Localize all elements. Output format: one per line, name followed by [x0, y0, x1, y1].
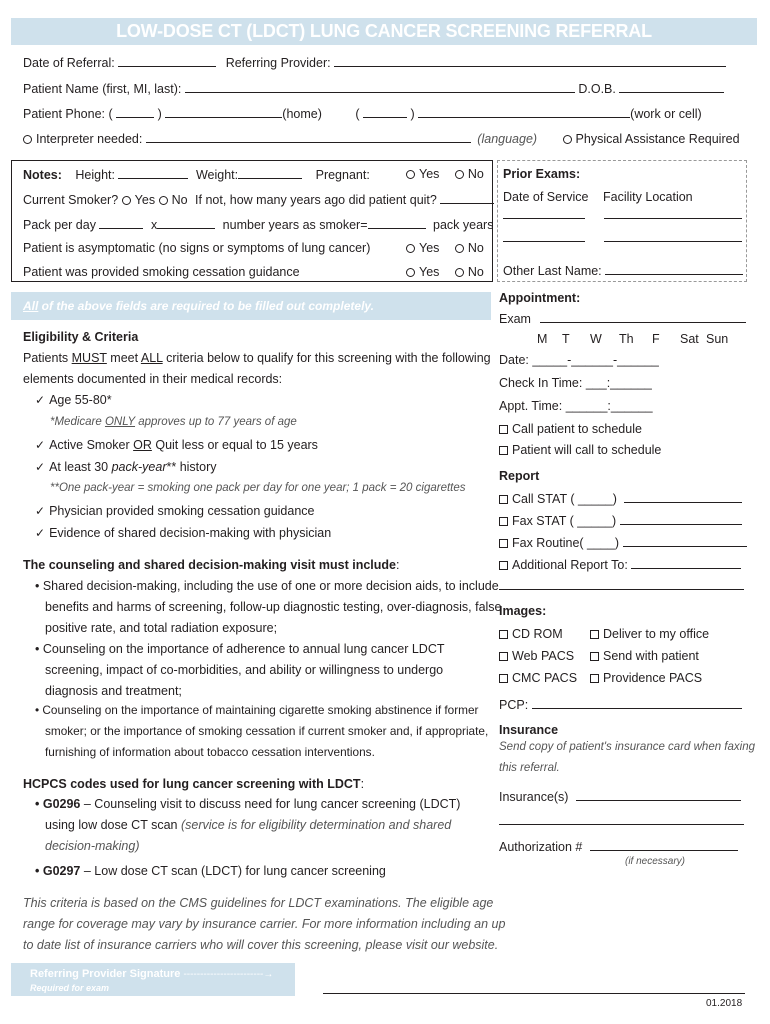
cmc-pacs-option[interactable]: CMC PACS	[499, 671, 577, 685]
counseling-bullet-2-line-1: • Counseling on the importance of adherence to annual lung cancer LDCT	[35, 642, 445, 656]
hcpcs-title: HCPCS codes used for lung cancer screening with LDCT:	[23, 777, 365, 791]
day-tuesday[interactable]: T	[562, 332, 570, 346]
years-quit-field[interactable]	[440, 192, 494, 204]
eligibility-intro: Patients MUST meet ALL criteria below to qualify for this screening with the following	[23, 351, 491, 365]
patient-phone-row: Patient Phone: ( ) (home) ( ) (work or cell)	[23, 107, 702, 121]
eligibility-title: Eligibility & Criteria	[23, 330, 139, 344]
pregnant-no-radio[interactable]	[455, 170, 464, 179]
pregnant-label: Pregnant:	[315, 168, 370, 182]
smoker-no-label: No	[171, 193, 188, 207]
insurance-field[interactable]	[576, 789, 741, 801]
height-label: Height:	[75, 168, 115, 182]
cessation-label: Patient was provided smoking cessation guidance	[23, 265, 300, 279]
exam-row	[499, 311, 746, 326]
times-label: x	[150, 218, 158, 232]
pcp-field[interactable]	[532, 697, 742, 709]
insurance-label: Insurance(s)	[499, 790, 569, 804]
signature-label: Referring Provider Signature	[30, 968, 181, 980]
smoker-no-radio[interactable]	[159, 196, 168, 205]
g0296-line-1: • G0296 – Counseling visit to discuss need for lung cancer screening (LDCT)	[35, 797, 461, 811]
exam-label: Exam	[499, 312, 531, 326]
insurance-note-line-2: this referral.	[499, 762, 560, 774]
providence-pacs-checkbox[interactable]	[590, 674, 599, 683]
footer-note-line-2: range for coverage may vary by insurance carrier. For more information including an up	[23, 917, 506, 931]
additional-report-field-2[interactable]	[499, 578, 744, 590]
fax-stat-option[interactable]: Fax STAT ( _____)	[499, 513, 742, 528]
cessation-yes-radio[interactable]	[406, 268, 415, 277]
criteria-guidance: ✓ Physician provided smoking cessation guidance	[35, 504, 315, 518]
counseling-bullet-3-line-1: • Counseling on the importance of maintaining cigarette smoking abstinence if former	[35, 703, 479, 717]
notes-label: Notes:	[23, 168, 62, 182]
asymptomatic-yes-radio[interactable]	[406, 244, 415, 253]
check-in-time-field[interactable]: Check In Time: ___:______	[499, 376, 652, 390]
date-of-referral-label: Date of Referral:	[23, 56, 115, 70]
dob-field[interactable]	[619, 81, 724, 93]
work-phone-field[interactable]	[418, 106, 630, 118]
authorization-label: Authorization #	[499, 840, 583, 854]
pregnant-no-label: No	[467, 167, 484, 181]
cessation-options	[406, 265, 484, 279]
pack-years-row	[23, 217, 493, 232]
fax-stat-checkbox[interactable]	[499, 517, 508, 526]
date-of-service-field-1[interactable]	[503, 207, 585, 219]
insurance-title: Insurance	[499, 723, 559, 737]
facility-location-field-2[interactable]	[604, 230, 742, 242]
additional-report-field[interactable]	[631, 557, 741, 569]
pack-year-note: **One pack-year = smoking one pack per day for one year; 1 pack = 20 cigarettes	[50, 482, 466, 494]
signature-banner	[11, 963, 295, 996]
cessation-no-radio[interactable]	[455, 268, 464, 277]
check-icon: ✓	[35, 504, 46, 518]
smoker-row	[23, 192, 494, 207]
smoker-yes-radio[interactable]	[122, 196, 131, 205]
counseling-bullet-1-line-1: • Shared decision-making, including the use of one or more decision aids, to include	[35, 579, 499, 593]
day-friday[interactable]: F	[652, 332, 660, 346]
language-label: (language)	[477, 132, 538, 146]
interpreter-radio[interactable]	[23, 135, 32, 144]
pack-per-day-label: Pack per day	[23, 218, 96, 232]
work-label: (work or cell)	[630, 107, 702, 121]
work-area-code-field[interactable]	[363, 106, 407, 118]
must-text: MUST	[71, 351, 107, 365]
form-title: LOW-DOSE CT (LDCT) LUNG CANCER SCREENING REFERRAL	[11, 18, 757, 45]
all-text: ALL	[140, 351, 163, 365]
form-version: 01.2018	[706, 998, 743, 1009]
date-of-referral-field[interactable]	[118, 55, 216, 67]
other-last-name-row	[503, 263, 743, 278]
other-last-name-label: Other Last Name:	[503, 264, 602, 278]
asymptomatic-no-label: No	[467, 241, 484, 255]
deliver-office-checkbox[interactable]	[590, 630, 599, 639]
counseling-bullet-1-line-3: positive rate, and total radiation exposure;	[45, 621, 278, 635]
referring-provider-label: Referring Provider:	[225, 56, 331, 70]
referring-provider-field[interactable]	[334, 55, 726, 67]
patient-name-row	[23, 81, 724, 96]
home-area-code-field[interactable]	[116, 106, 154, 118]
appointment-time-field[interactable]: Appt. Time: ______:______	[499, 399, 653, 413]
required-all-text: All	[23, 299, 39, 313]
fax-routine-checkbox[interactable]	[499, 539, 508, 548]
signature-required-note: Required for exam	[30, 983, 110, 993]
weight-field[interactable]	[238, 167, 302, 179]
asymptomatic-label: Patient is asymptomatic (no signs or symptoms of lung cancer)	[23, 241, 371, 255]
authorization-field[interactable]	[590, 839, 738, 851]
prior-exams-title: Prior Exams:	[503, 167, 581, 181]
day-thursday[interactable]: Th	[619, 332, 634, 346]
facility-location-field-1[interactable]	[604, 207, 742, 219]
home-phone-field[interactable]	[165, 106, 282, 118]
check-icon: ✓	[35, 438, 46, 452]
if-necessary-note: (if necessary)	[625, 856, 686, 867]
day-sunday[interactable]: Sun	[706, 332, 729, 346]
counseling-bullet-2-line-3: diagnosis and treatment;	[45, 684, 182, 698]
send-with-patient-option[interactable]: Send with patient	[590, 649, 699, 663]
counseling-bullet-1-line-2: benefits and harms of screening, follow-up diagnostic testing, over-diagnosis, false	[45, 600, 502, 614]
appointment-title: Appointment:	[499, 291, 581, 305]
interpreter-row	[23, 131, 740, 146]
interpreter-label: Interpreter needed:	[36, 132, 143, 146]
send-with-patient-checkbox[interactable]	[590, 652, 599, 661]
insurance-field-2[interactable]	[499, 813, 744, 825]
years-smoker-field[interactable]	[157, 217, 215, 229]
smoker-yes-label: Yes	[134, 193, 156, 207]
patient-will-call-checkbox[interactable]	[499, 446, 508, 455]
insurance-note-line-1: Send copy of patient's insurance card when faxing	[499, 741, 755, 753]
counseling-bullet-2-line-2: screening, impact of co-morbidities, and ability or willingness to undergo	[45, 663, 444, 677]
criteria-active-smoker: ✓ Active Smoker OR Quit less or equal to 15 years	[35, 438, 318, 452]
required-fields-banner	[11, 292, 491, 320]
weight-label: Weight:	[195, 168, 239, 182]
date-of-service-field-2[interactable]	[503, 230, 585, 242]
counseling-bullet-3-line-3: furnishing of information about tobacco cessation interventions.	[45, 745, 375, 759]
cessation-no-label: No	[467, 265, 484, 279]
criteria-shared-decision: ✓ Evidence of shared decision-making with physician	[35, 526, 332, 540]
deliver-office-option[interactable]: Deliver to my office	[590, 627, 709, 641]
call-stat-option[interactable]: Call STAT ( _____)	[499, 491, 742, 506]
call-stat-checkbox[interactable]	[499, 495, 508, 504]
patient-name-label: Patient Name (first, MI, last):	[23, 82, 182, 96]
check-icon: ✓	[35, 393, 46, 407]
pregnant-yes-label: Yes	[419, 167, 440, 181]
pregnant-yes-radio[interactable]	[406, 170, 415, 179]
medicare-note: *Medicare ONLY approves up to 77 years of age	[50, 416, 297, 428]
cd-rom-option[interactable]: CD ROM	[499, 627, 563, 641]
call-stat-field[interactable]	[624, 491, 742, 503]
call-patient-option[interactable]: Call patient to schedule	[499, 422, 642, 436]
authorization-row	[499, 839, 738, 854]
exam-field[interactable]	[540, 311, 746, 323]
counseling-bullet-3-line-2: smoker; or the importance of smoking cessation if current smoker and, if appropriate,	[45, 724, 489, 738]
additional-report-checkbox[interactable]	[499, 561, 508, 570]
years-smoker-label: number years as smoker=	[222, 218, 368, 232]
height-field[interactable]	[118, 167, 188, 179]
pack-years-label: pack years	[433, 218, 494, 232]
physical-assistance-radio[interactable]	[563, 135, 572, 144]
other-last-name-field[interactable]	[605, 263, 743, 275]
day-saturday[interactable]: Sat	[680, 332, 699, 346]
fax-routine-field[interactable]	[623, 535, 747, 547]
footer-note-line-1: This criteria is based on the CMS guidelines for LDCT examinations. The eligible age	[23, 896, 494, 910]
fax-stat-field[interactable]	[620, 513, 742, 525]
day-wednesday[interactable]: W	[590, 332, 602, 346]
criteria-age: ✓ Age 55-80*	[35, 393, 112, 407]
g0296-line-2: using low dose CT scan (service is for eligibility determination and shared	[45, 818, 452, 832]
signature-field[interactable]	[323, 993, 745, 994]
check-icon: ✓	[35, 526, 46, 540]
cd-rom-checkbox[interactable]	[499, 630, 508, 639]
asymptomatic-options	[406, 241, 484, 255]
date-of-service-header: Date of Service	[503, 190, 589, 204]
facility-location-header: Facility Location	[603, 190, 693, 204]
patient-phone-label: Patient Phone: (	[23, 107, 113, 121]
check-icon: ✓	[35, 460, 46, 474]
additional-report-option[interactable]: Additional Report To:	[499, 557, 741, 572]
arrow-icon: ------------------------→	[183, 969, 274, 980]
physical-assistance-label: Physical Assistance Required	[575, 132, 740, 146]
asymptomatic-yes-label: Yes	[419, 241, 440, 255]
day-monday[interactable]: M	[537, 332, 548, 346]
g0296-line-3: decision-making)	[45, 839, 140, 853]
criteria-pack-year: ✓ At least 30 pack-year** history	[35, 460, 217, 474]
report-title: Report	[499, 469, 540, 483]
smoker-label: Current Smoker?	[23, 193, 119, 207]
pcp-row	[499, 697, 742, 712]
appointment-date-field[interactable]: Date: _____-______-______	[499, 353, 659, 367]
fax-routine-option[interactable]: Fax Routine( ____)	[499, 535, 747, 550]
cessation-yes-label: Yes	[419, 265, 440, 279]
counseling-title: The counseling and shared decision-making visit must include:	[23, 558, 400, 572]
date-of-referral-row	[23, 55, 726, 70]
years-quit-label: If not, how many years ago did patient quit?	[195, 193, 437, 207]
pack-years-field[interactable]	[368, 217, 426, 229]
language-field[interactable]	[146, 131, 471, 143]
providence-pacs-option[interactable]: Providence PACS	[590, 671, 702, 685]
web-pacs-option[interactable]: Web PACS	[499, 649, 574, 663]
g0297-line: • G0297 – Low dose CT scan (LDCT) for lung cancer screening	[35, 864, 386, 878]
images-title: Images:	[499, 604, 547, 618]
call-patient-checkbox[interactable]	[499, 425, 508, 434]
asymptomatic-no-radio[interactable]	[455, 244, 464, 253]
pack-per-day-field[interactable]	[99, 217, 143, 229]
patient-will-call-option[interactable]: Patient will call to schedule	[499, 443, 661, 457]
dob-label: D.O.B.	[578, 82, 616, 96]
required-rest-text: of the above fields are required to be filled out completely.	[38, 299, 374, 313]
eligibility-intro-line2: elements documented in their medical records:	[23, 372, 283, 386]
cmc-pacs-checkbox[interactable]	[499, 674, 508, 683]
notes-row	[23, 167, 370, 182]
home-label: (home)	[282, 107, 322, 121]
web-pacs-checkbox[interactable]	[499, 652, 508, 661]
pcp-label: PCP:	[499, 698, 529, 712]
footer-note-line-3: to date list of insurance carriers who will cover this screening, please visit our website.	[23, 938, 499, 952]
pregnant-options	[406, 167, 484, 181]
insurance-row	[499, 789, 741, 804]
day-selector	[537, 332, 728, 346]
patient-name-field[interactable]	[185, 81, 575, 93]
